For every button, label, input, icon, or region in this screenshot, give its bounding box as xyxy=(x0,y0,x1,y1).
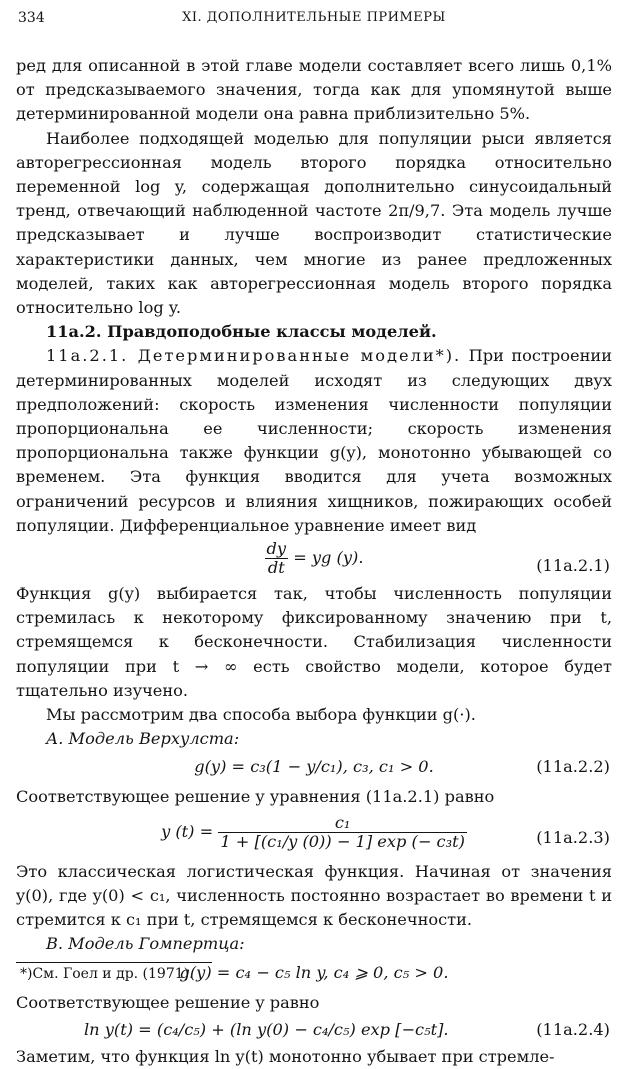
equation-5: ln y(t) = (c₄/c₅) + (ln y(0) − c₄/c₅) exp [−c₅t]. xyxy=(84,1019,449,1039)
page-body xyxy=(16,54,612,1069)
paragraph-7: Это классическая логистическая функция. Начиная от значения y(0), где y(0) < c₁, численность постоянно возрастает во времени t и стремится к c₁ при t, стремящемся к бесконечности. xyxy=(16,861,612,930)
paragraph-3 xyxy=(16,344,612,538)
model-b-label: В. Модель Гомпертца: xyxy=(46,934,245,954)
page-number: 334 xyxy=(18,10,45,26)
equation-3-lhs: y (t) = xyxy=(161,821,214,841)
logistic-fraction xyxy=(218,814,467,851)
subsection-heading: 11а.2.1. Детерминированные модели*). xyxy=(46,346,462,366)
paragraph-9: Заметим, что функция ln y(t) монотонно убывает при стремле- xyxy=(16,1046,555,1066)
equation-3-number: (11а.2.3) xyxy=(536,827,610,847)
logistic-numerator: c₁ xyxy=(218,814,467,833)
book-page xyxy=(16,0,612,1066)
equation-5-number: (11а.2.4) xyxy=(536,1019,610,1039)
equation-1-rhs: = yg (y). xyxy=(293,548,364,568)
footnote-rule xyxy=(16,962,212,963)
equation-11a-2-3 xyxy=(16,810,612,860)
footnote: *)См. Гоел и др. (1971). xyxy=(20,966,194,982)
logistic-denominator: 1 + [(c₁/y (0)) − 1] exp (− c₃t) xyxy=(220,831,465,851)
equation-2-number: (11а.2.2) xyxy=(536,757,610,777)
equation-11a-2-1 xyxy=(16,538,612,582)
equation-1-number: (11а.2.1) xyxy=(536,556,610,576)
paragraph-4: Функция g(y) выбирается так, чтобы численность популяции стремилась к некоторому фиксированному значению при t, стремящемся к бесконечности. Стабилизация численности популяции при t → ∞ есть свойство модели, которое будет тщательно изучено. xyxy=(16,584,612,700)
equation-2: g(y) = c₃(1 − y/c₁), c₃, c₁ > 0. xyxy=(194,757,434,777)
derivative-denominator: dt xyxy=(267,558,285,578)
derivative-fraction xyxy=(265,540,289,577)
running-title: XI. ДОПОЛНИТЕЛЬНЫЕ ПРИМЕРЫ xyxy=(182,10,446,25)
model-a-label: А. Модель Верхулста: xyxy=(46,729,240,749)
running-header xyxy=(16,10,612,32)
equation-11a-2-4 xyxy=(16,1015,612,1045)
paragraph-2: Наиболее подходящей моделью для популяции рыси является авторегрессионная модель второго порядка относительно переменной log y, содержащая дополнительно синусоидальный тренд, отвечающий наблюденной частоте 2π/9,7. Эта модель лучше предсказывает и лучше воспроизводит статистические характеристики данных, чем многие из ранее предложенных моделей, таких как авторегрессионная модель второго порядка относительно log y. xyxy=(16,128,612,318)
paragraph-5: Мы рассмотрим два способа выбора функции g(·). xyxy=(46,705,476,725)
paragraph-6: Соответствующее решение y уравнения (11а.2.1) равно xyxy=(16,787,495,807)
paragraph-3-text: При построении детерминированных моделей исходят из следующих двух предположений: скорость изменения численности популяции пропорциональна ее численности; скорость изменения пропорциональна также функции g(y), монотонно убывающей со временем. Эта функция вводится для учета возможных ограничений ресурсов и влияния хищников, пожирающих особей популяции. Дифференциальное уравнение имеет вид xyxy=(16,346,612,535)
section-heading: 11а.2. Правдоподобные классы моделей. xyxy=(46,322,437,342)
equation-4: g(y) = c₄ − c₅ ln y, c₄ ⩾ 0, c₅ > 0. xyxy=(179,962,449,982)
derivative-numerator: dy xyxy=(266,539,287,559)
paragraph-8: Соответствующее решение y равно xyxy=(16,992,320,1012)
paragraph-1: ред для описанной в этой главе модели составляет всего лишь 0,1% от предсказываемого значения, тогда как для упомянутой выше детерминированной модели она равна приблизительно 5%. xyxy=(16,56,612,124)
equation-11a-2-2 xyxy=(16,751,612,785)
